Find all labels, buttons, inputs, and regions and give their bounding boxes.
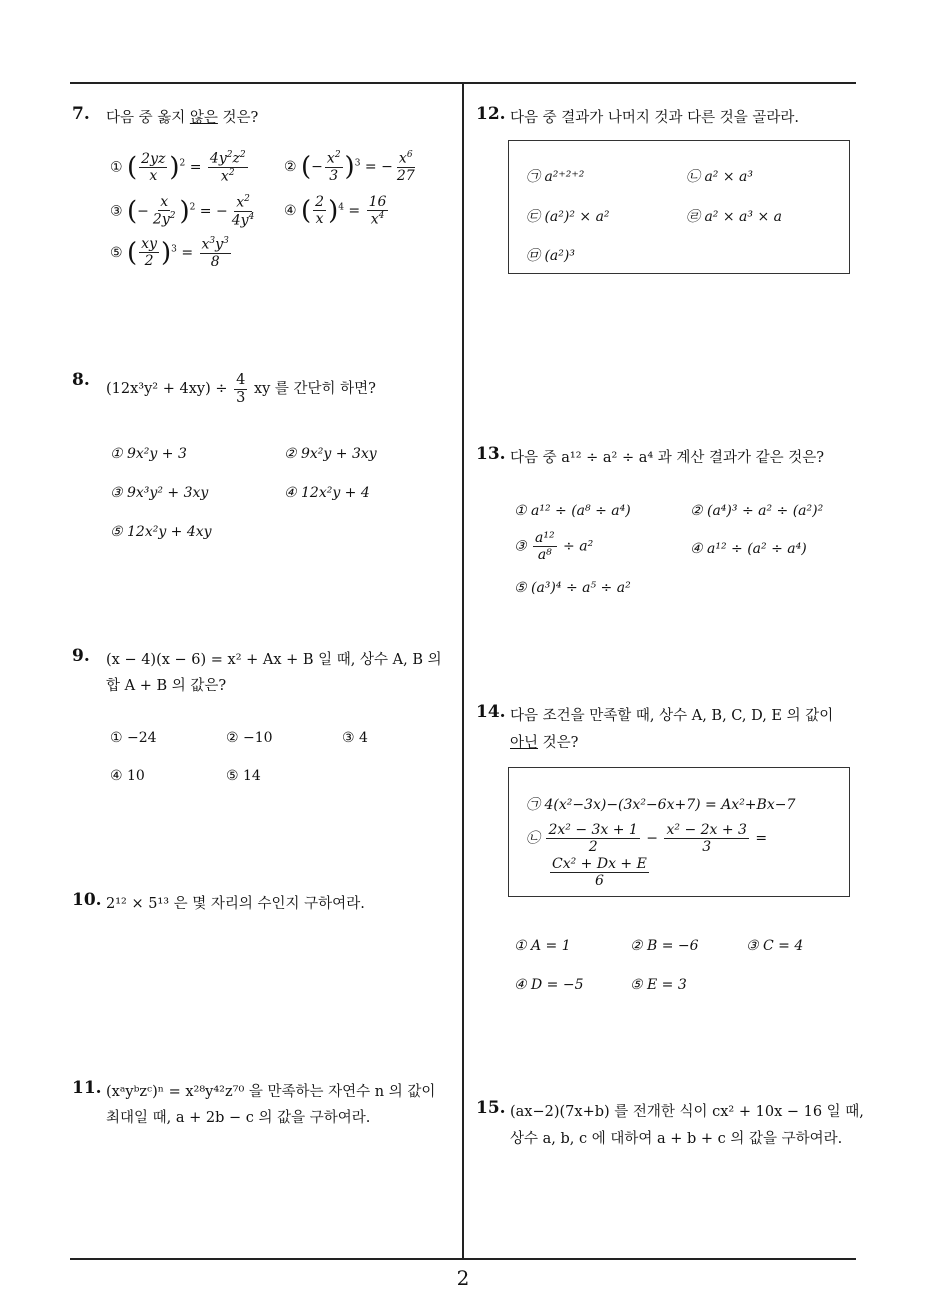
q9-option-1: ① −24 [110, 730, 157, 746]
q12-item-2: ㉡ a² × a³ [686, 169, 753, 185]
q15-line1: (ax−2)(7x+b) 를 전개한 식이 cx² + 10x − 16 일 때, [510, 1104, 864, 1120]
q14-option-3: ③ C = 4 [746, 938, 804, 954]
q8-option-1: ① 9x²y + 3 [110, 446, 187, 462]
q8-option-4: ④ 12x²y + 4 [284, 485, 370, 501]
q15-number: 15. [476, 1098, 506, 1118]
q13-text: 다음 중 a¹² ÷ a² ÷ a⁴ 과 계산 결과가 같은 것은? [510, 450, 825, 466]
q14-option-2: ② B = −6 [630, 938, 699, 954]
q14-f1-num: 2x² − 3x + 1 [548, 822, 638, 838]
q14-number: 14. [476, 702, 506, 722]
q7-option-5: ⑤ ( $\frac{xy}{2}$ )$^3$ = $\frac{x^3y^3}{8}$ [110, 236, 229, 270]
q9-option-5: ⑤ 14 [226, 768, 261, 784]
page-number: 2 [456, 1266, 470, 1290]
q14-cond1: ㉠ 4(x²−3x)−(3x²−6x+7) = Ax²+Bx−7 [526, 797, 796, 813]
q8-frac-num: 4 [236, 372, 246, 388]
q7-option-3-marker: ③ [110, 203, 123, 220]
q9-option-2: ② −10 [226, 730, 273, 746]
q7-underlined: 않은 [189, 110, 218, 126]
q7-option-2-marker: ② [284, 158, 297, 175]
q11-number: 11. [72, 1078, 102, 1098]
q14-option-5: ⑤ E = 3 [630, 977, 687, 993]
q7-option-1-marker: ① [110, 159, 123, 176]
q8-text [106, 372, 376, 406]
q13-opt3-den: a⁸ [537, 547, 552, 564]
q12-item-5: ㉤ (a²)³ [526, 248, 575, 264]
q8-option-5: ⑤ 12x²y + 4xy [110, 524, 212, 540]
q10-text: 2¹² × 5¹³ 은 몇 자리의 수인지 구하여라. [106, 896, 365, 912]
q8-option-2: ② 9x²y + 3xy [284, 446, 377, 462]
q9-number: 9. [72, 646, 90, 666]
q14-underlined: 아닌 [510, 735, 539, 751]
q14-cond2: ㉡ $\frac{\text{2x² − 3x + 1}}{2}$ − $\frac{\text{x² − 2x + 3}}{3}$ = [526, 822, 768, 856]
q8-number: 8. [72, 370, 90, 390]
q9-option-3: ③ 4 [342, 730, 368, 746]
q14-cond2-label: ㉡ [526, 830, 540, 847]
q13-option-3 [514, 530, 593, 563]
q8-expression: (12x³y² + 4xy) ÷ [106, 381, 228, 398]
q7-option-4-marker: ④ [284, 202, 297, 219]
q13-option-1: ① a¹² ÷ (a⁸ ÷ a⁴) [514, 503, 631, 519]
q7-option-2: ② (− $\frac{x^2}{3}$ )$^3$ = − $\frac{x^6}{27}$ [284, 150, 415, 184]
q13-option-4: ④ a¹² ÷ (a² ÷ a⁴) [690, 541, 807, 557]
q11-line2: 최대일 때, a + 2b − c 의 값을 구하여라. [106, 1110, 371, 1126]
q12-item-4: ㉣ a² × a³ × a [686, 209, 782, 225]
q7-number: 7. [72, 104, 90, 124]
q9-line1: (x − 4)(x − 6) = x² + Ax + B 일 때, 상수 A, B 의 [106, 652, 442, 668]
q10-number: 10. [72, 890, 102, 910]
q14-line2-rest: 것은? [538, 735, 579, 751]
q7-option-5-marker: ⑤ [110, 244, 123, 261]
q13-opt3-after: ÷ a² [563, 538, 594, 555]
q15-line2: 상수 a, b, c 에 대하여 a + b + c 의 값을 구하여라. [510, 1131, 843, 1147]
q14-f2-num: x² − 2x + 3 [666, 822, 747, 838]
q7-option-4: ④ ( $\frac{2}{x}$ )$^4$ = $\frac{16}{x^4}$ [284, 194, 387, 228]
q7-option-3: ③ (− $\frac{x}{2y^2}$ )$^2$ = − $\frac{x^2}{4y^4}$ [110, 194, 255, 229]
q14-f3-num: Cx² + Dx + E [552, 856, 647, 872]
q14-option-1: ① A = 1 [514, 938, 571, 954]
q11-line1: (xᵃyᵇzᶜ)ⁿ = x²⁸y⁴²z⁷⁰ 을 만족하는 자연수 n 의 값이 [106, 1084, 436, 1100]
q7-option-1: ① ( $\frac{2yz}{x}$ )$^2$ = $\frac{4y^2z^2}{x^2}$ [110, 150, 246, 185]
q8-frac-den: 3 [236, 389, 246, 406]
column-divider [462, 83, 464, 1259]
q14-option-4: ④ D = −5 [514, 977, 584, 993]
q13-option-2: ② (a⁴)³ ÷ a² ÷ (a²)² [690, 503, 824, 519]
q14-line2 [510, 731, 578, 752]
q14-line1: 다음 조건을 만족할 때, 상수 A, B, C, D, E 의 값이 [510, 708, 834, 724]
q14-f1-den: 2 [588, 839, 598, 856]
q9-option-4: ④ 10 [110, 768, 145, 784]
q13-option-3-marker: ③ [514, 538, 527, 555]
q14-f3-den: 6 [594, 873, 604, 890]
q13-option-5: ⑤ (a³)⁴ ÷ a⁵ ÷ a² [514, 580, 631, 596]
q7-text: 다음 중 옳지 않은 것은? [106, 110, 259, 126]
q13-number: 13. [476, 444, 506, 464]
q13-opt3-num: a¹² [535, 530, 555, 546]
q14-cond2-rhs [548, 856, 651, 889]
q14-f2-den: 3 [702, 839, 712, 856]
q12-item-3: ㉢ (a²)² × a² [526, 209, 610, 225]
q8-after: xy 를 간단히 하면? [253, 381, 376, 398]
q9-line2: 합 A + B 의 값은? [106, 678, 227, 694]
q12-number: 12. [476, 104, 506, 124]
q8-option-3: ③ 9x³y² + 3xy [110, 485, 209, 501]
q12-item-1: ㉠ a²⁺²⁺² [526, 169, 585, 185]
q12-text: 다음 중 결과가 나머지 것과 다른 것을 골라라. [510, 110, 799, 126]
